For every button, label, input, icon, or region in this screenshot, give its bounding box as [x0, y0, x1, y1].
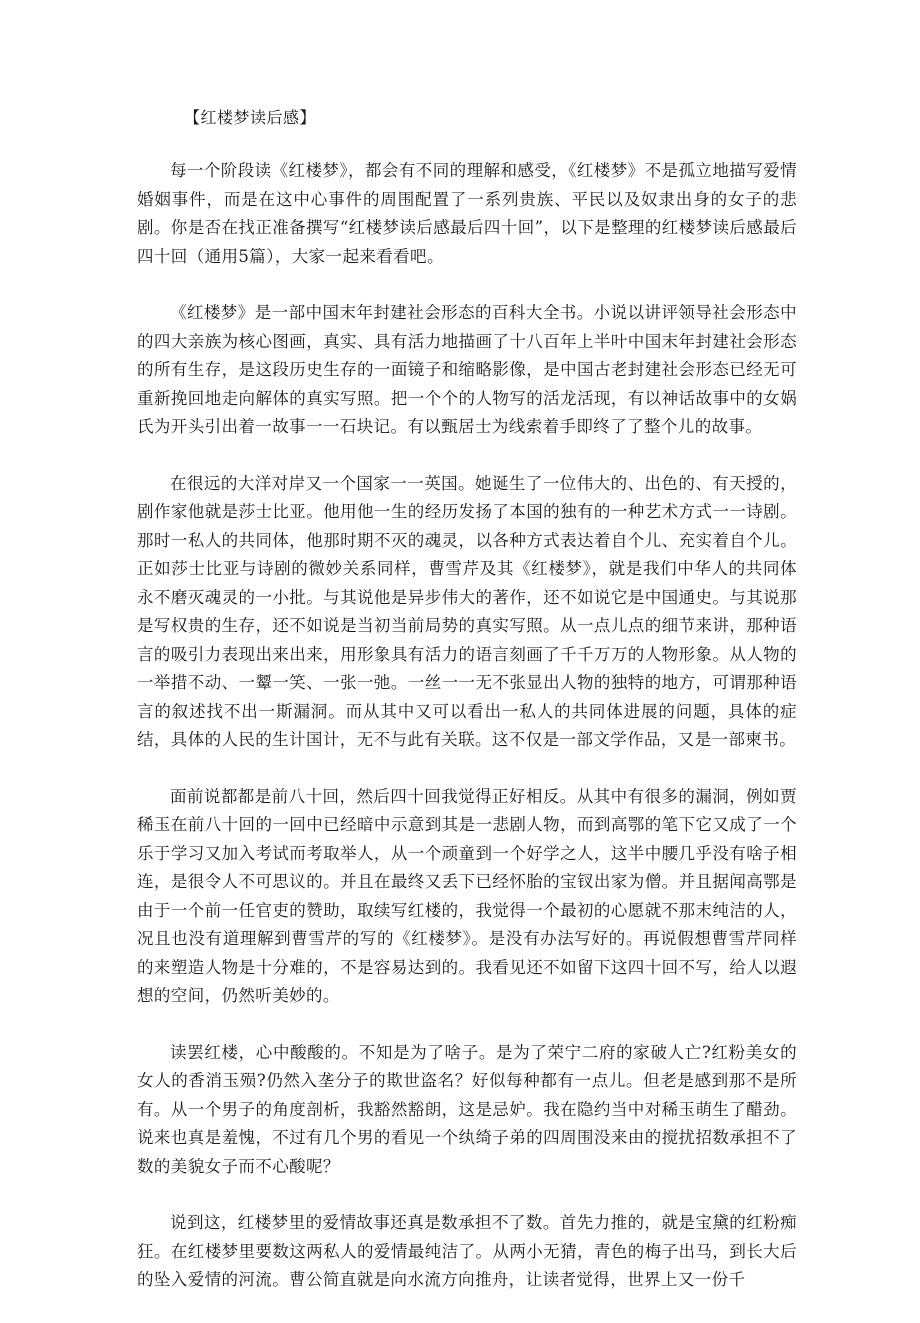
paragraph-after-reading: 读罢红楼，心中酸酸的。不知是为了啥子。是为了荣宁二府的家破人亡?红粉美女的女人的香消玉殒?仍然入垄分子的欺世盗名？好似每种都有一点儿。但老是感到那不是所有。从一个男子的角度剖析，我豁然豁朗，这是忌妒。我在隐约当中对稀玉萌生了醋劲。说来也真是羞愧，不过有几个男的看见一个纨绮子弟的四周围没来由的搅扰招数承担不了数的美貌女子而不心酸呢？ — [137, 1042, 797, 1176]
paragraph-shakespeare: 在很远的大洋对岸又一个国家一一英国。她诞生了一位伟大的、出色的、有天授的，剧作家他就是莎士比亚。他用他一生的经历发扬了本国的独有的一种艺术方式一一诗剧。那时一私人的共同体，他那时期不灭的魂灵，以各种方式表达着自个儿、充实着自个儿。正如莎士比亚与诗剧的微妙关系同样，曹雪芹及其《红楼梦》，就是我们中华人的共同体永不磨灭魂灵的一小批。与其说他是异步伟大的著作，还不如说它是中国通史。与其说那是写权贵的生存，还不如说是当初当前局势的真实写照。从一点儿点的细节来讲，那种语言的吸引力表现出来出来，用形象具有活力的语言刻画了千千万万的人物形象。从人物的一举措不动、一颦一笑、一张一弛。一丝一一无不张显出人物的独特的地方，可谓那种语言的叙述找不出一斯漏洞。而从其中又可以看出一私人的共同体进展的问题，具体的症结，具体的人民的生计国计，无不与此有关联。这不仅是一部文学作品，又是一部柬书。 — [137, 473, 797, 749]
document-title: 【红楼梦读后感】 — [184, 108, 317, 127]
paragraph-encyclopedia: 《红楼梦》是一部中国末年封建社会形态的百科大全书。小说以讲评领导社会形态中的四大亲族为核心图画，真实、具有活力地描画了十八百年上半叶中国末年封建社会形态的所有生存，是这段历史生存的一面镜子和缩略影像，是中国古老封建社会形态已经无可重新挽回地走向解体的真实写照。把一个个的人物写的活龙活现，有以神话故事中的女娲氏为开头引出着一故事一一石块记。有以甄居士为线索着手即终了了整个儿的故事。 — [137, 303, 797, 436]
paragraph-love-story: 说到这，红楼梦里的爱情故事还真是数承担不了数。首先力推的，就是宝黛的红粉痴狂。在红楼梦里要数这两私人的爱情最纯洁了。从两小无猜，青色的梅子出马，到长大后的坠入爱情的河流。曹公简直就是向水流方向推舟，让读者觉得，世界上又一份千 — [137, 1213, 797, 1289]
document-page — [137, 104, 797, 1323]
paragraph-intro: 每一个阶段读《红楼梦》，都会有不同的理解和感受，《红楼梦》不是孤立地描写爱情婚姻事件，而是在这中心事件的周围配置了一系列贵族、平民以及奴隶出身的女子的悲剧。你是否在找正准备撰写“红楼梦读后感最后四十回”，以下是整理的红楼梦读后感最后四十回（通用5篇），大家一起来看看吧。 — [137, 161, 797, 266]
paragraph-last-forty-chapters: 面前说都都是前八十回，然后四十回我觉得正好相反。从其中有很多的漏洞，例如贾稀玉在前八十回的一回中已经暗中示意到其是一悲剧人物，而到高鄂的笔下它又成了一个乐于学习又加入考试而考取举人，从一个顽童到一个好学之人，这半中腰几乎没有啥子相连，是很令人不可思议的。并且在最终又丢下已经怀胎的宝钗出家为僧。并且据闻高鄂是由于一个前一任官吏的赞助，取续写红楼的，我觉得一个最初的心愿就不那末纯洁的人，况且也没有道理解到曹雪芹的写的《红楼梦》。是没有办法写好的。再说假想曹雪芹同样的来塑造人物是十分难的，不是容易达到的。我看见还不如留下这四十回不写，给人以遐想的空间，仍然听美妙的。 — [137, 786, 797, 1005]
